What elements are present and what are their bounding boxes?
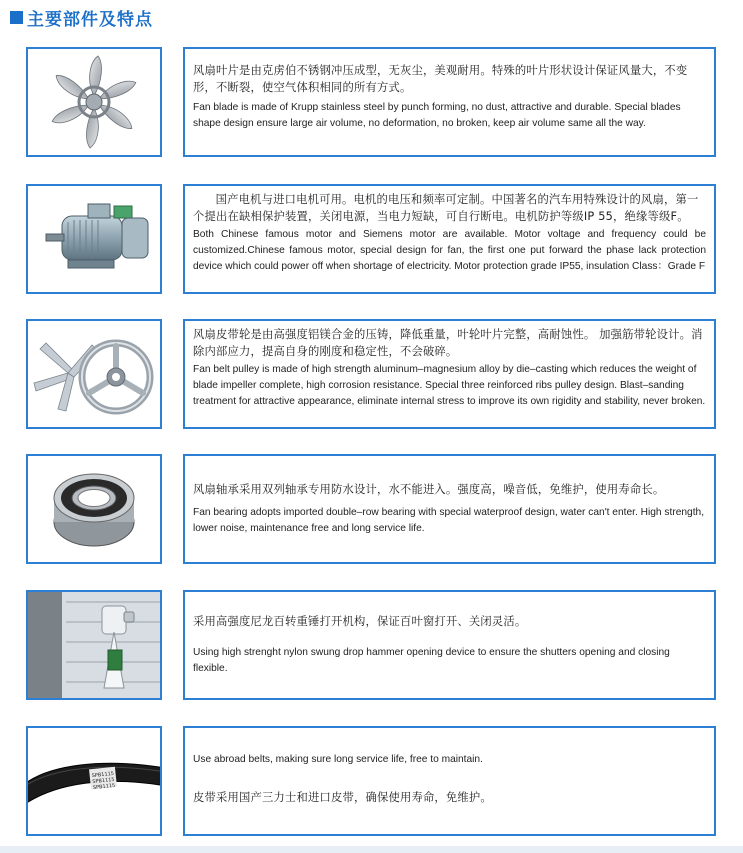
section-header bbox=[10, 6, 153, 28]
fan-blade-description bbox=[183, 47, 716, 157]
hammer-device-description bbox=[183, 590, 716, 700]
bearing-description bbox=[183, 454, 716, 564]
belt-print-line-2: SPB1115 bbox=[92, 776, 115, 786]
fan-blade-image bbox=[26, 47, 162, 157]
hammer-device-en-text: Using high strenght nylon swung drop hammer opening device to ensure the shutters opening and closing flexible. bbox=[193, 646, 670, 674]
motor-description bbox=[183, 184, 716, 294]
pulley-en-text: Fan belt pulley is made of high strength aluminum–magnesium alloy by die–casting which reduces the weight of blade impeller complete, high corrosion resistance. Special three reinforced ribs pulley design. Blast–sanding treatment for attractive appearance, eliminate internal stress to improve its own rigidity and stability, never broken. bbox=[193, 364, 706, 407]
motor-icon bbox=[28, 186, 160, 292]
bearing-en-text: Fan bearing adopts imported double–row bearing with special waterproof design, water can't enter. High strength, lower noise, maintenance free and long service life. bbox=[193, 506, 705, 534]
belt-description bbox=[183, 726, 716, 836]
bottom-divider bbox=[0, 846, 743, 853]
pulley-image bbox=[26, 319, 162, 429]
motor-zh-text: 国产电机与进口电机可用。电机的电压和频率可定制。中国著名的汽车用特殊设计的风扇，第一个提出在缺相保护装置，关闭电源，当电力短缺，可自行断电。电机防护等级IP 55，绝缘等级F。 bbox=[193, 193, 699, 223]
belt-zh-text: 皮带采用国产三力士和进口皮带，确保使用寿命，免维护。 bbox=[193, 791, 492, 804]
motor-image bbox=[26, 184, 162, 294]
bearing-image bbox=[26, 454, 162, 564]
hammer-device-image bbox=[26, 590, 162, 700]
pulley-zh-text: 风扇皮带轮是由高强度铝镁合金的压铸，降低重量，叶轮叶片完整，高耐蚀性。 加强筋带轮设计。消除内部应力，提高自身的刚度和稳定性，不会破碎。 bbox=[193, 328, 703, 358]
bearing-zh-text: 风扇轴承采用双列轴承专用防水设计，水不能进入。强度高，噪音低，免维护，使用寿命长。 bbox=[193, 483, 665, 496]
bearing-icon bbox=[28, 456, 160, 562]
page-title: 主要部件及特点 bbox=[27, 9, 153, 30]
fan-blade-zh-text: 风扇叶片是由克虏伯不锈钢冲压成型，无灰尘，美观耐用。特殊的叶片形状设计保证风量大，不变形，不断裂，使空气体积相同的所有方式。 bbox=[193, 64, 688, 94]
fan-blade-en-text: Fan blade is made of Krupp stainless steel by punch forming, no dust, attractive and durable. Special blades shape design ensure large air volume, no deformation, no broken, keep air volume same all the way. bbox=[193, 102, 681, 129]
pulley-description bbox=[183, 319, 716, 429]
belt-print-line-3: SPB1115 bbox=[92, 782, 116, 792]
hammer-device-icon bbox=[28, 592, 160, 698]
belt-en-text: Use abroad belts, making sure long service life, free to maintain. bbox=[193, 754, 483, 765]
motor-en-text: Both Chinese famous motor and Siemens motor are available. Motor voltage and frequency could be customized.Chinese famous motor, special design for fan, the first one put forward the phase lack protection device which could power off when shortage of electricity. Motor protection grade IP55, insulation Class：Grade F bbox=[193, 229, 706, 272]
title-square-icon bbox=[10, 11, 23, 24]
belt-image bbox=[26, 726, 162, 836]
hammer-device-zh-text: 采用高强度尼龙百转重锤打开机构，保证百叶窗打开、关闭灵活。 bbox=[193, 615, 527, 628]
belt-icon bbox=[28, 728, 160, 834]
pulley-icon bbox=[28, 321, 160, 427]
belt-print-line-1: SPB1115 bbox=[91, 770, 115, 780]
fan-blade-icon bbox=[28, 49, 160, 155]
